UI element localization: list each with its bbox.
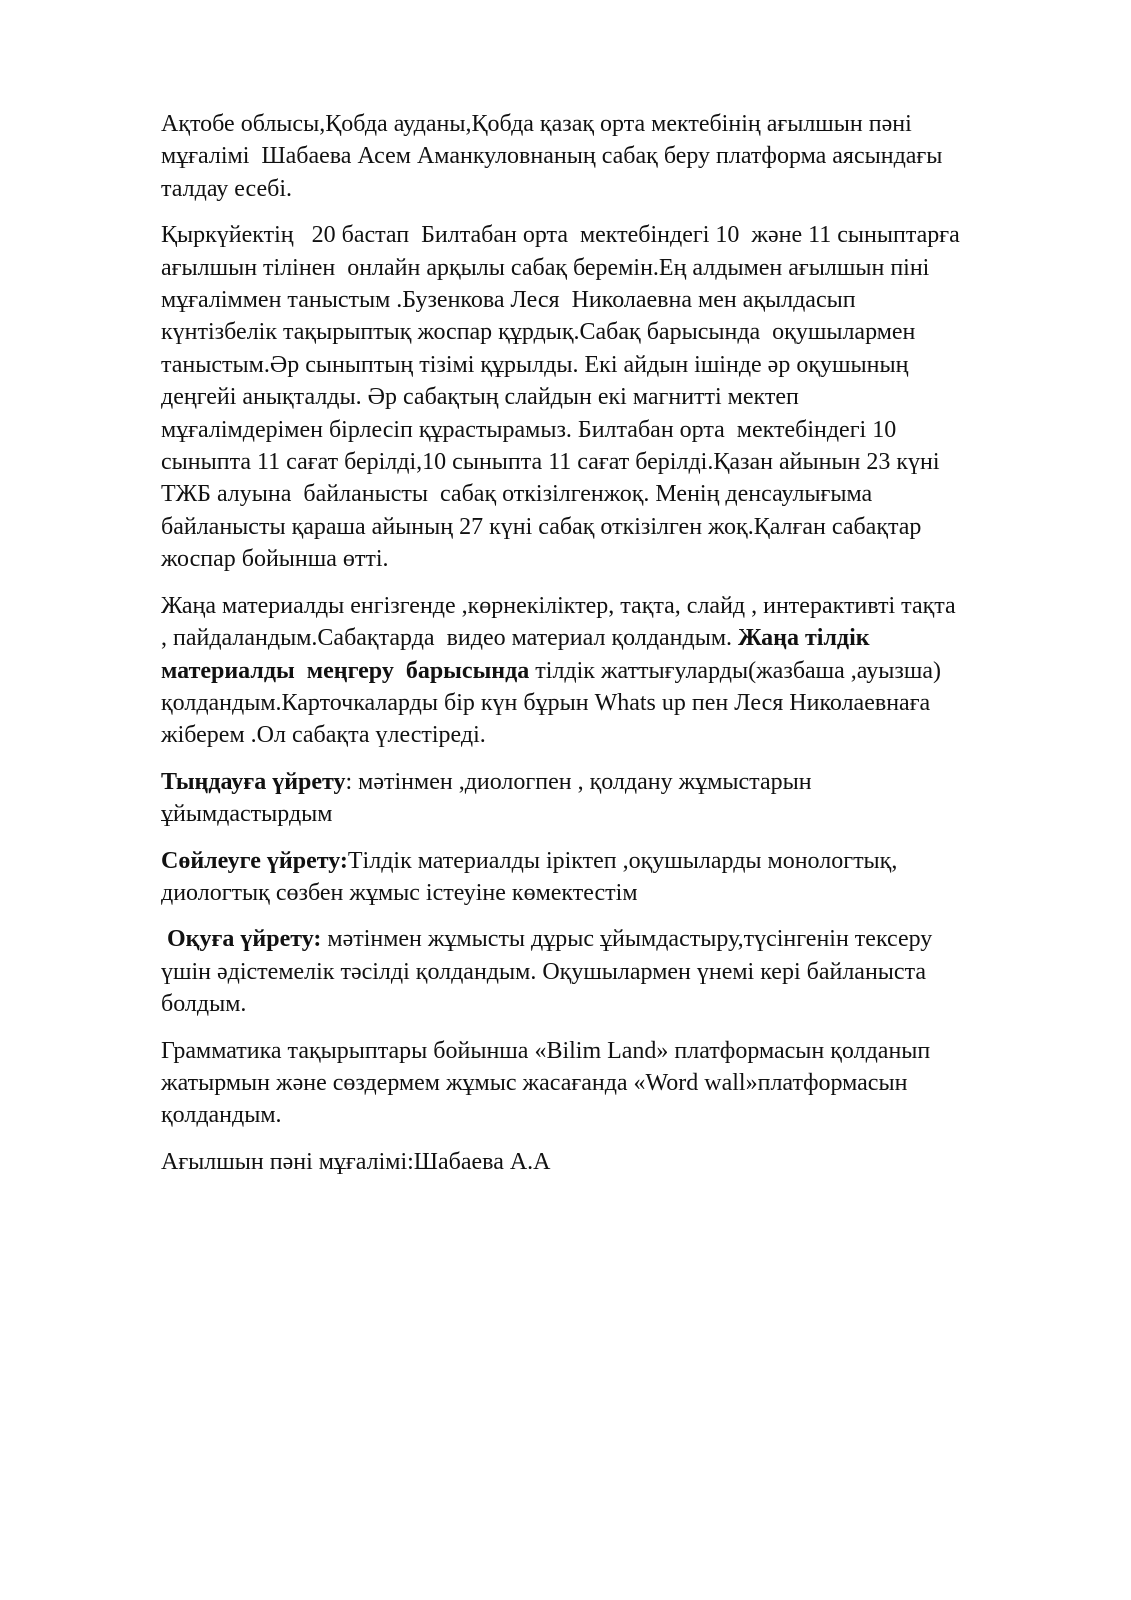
text-line (161, 622, 1051, 654)
text-line: диологтық сөзбен жұмыс істеуіне көмектестім (161, 879, 638, 906)
listening-paragraph (161, 766, 1051, 831)
text-span: , пайдаландым.Сабақтарда видео материал қолдандым. (161, 625, 739, 652)
text-line: Ақтобе облысы,Қобда ауданы,Қобда қазақ орта мектебінің ағылшын пәні (161, 111, 912, 137)
text-span: мәтінмен жұмысты дұрыс ұйымдастыру,түсінгенін тексеру (321, 926, 933, 953)
bold-heading: Жаңа тілдік (738, 625, 870, 652)
text-line: күнтізбелік тақырыптық жоспар құрдық.Сабақ барысында оқушылармен (161, 319, 916, 346)
text-line: сыныпта 11 сағат берілді,10 сыныпта 11 сағат берілді.Қазан айынын 23 күні (161, 449, 940, 476)
signature-line (161, 1146, 1051, 1178)
text-line: талдау есебі. (161, 175, 292, 202)
reading-paragraph (161, 923, 1051, 1020)
text-line: таныстым.Әр сыныптың тізімі құрылды. Екі айдын ішінде әр оқушының (161, 351, 909, 378)
text-line: Ағылшын пәні мұғалімі:Шабаева А.А (161, 1148, 551, 1175)
speaking-paragraph (161, 845, 1051, 910)
text-line (161, 923, 1051, 955)
text-line: мұғалімі Шабаева Асем Аманкуловнаның сабақ беру платформа аясындағы (161, 143, 943, 170)
text-line (161, 766, 1051, 798)
text-line: ұйымдастырдым (161, 801, 333, 828)
text-line: ағылшын тілінен онлайн арқылы сабақ беремін.Ең алдымен ағылшын піні (161, 254, 930, 281)
bold-heading: материалды меңгеру барысында (161, 657, 530, 684)
bold-heading: Сөйлеуге үйрету: (161, 847, 348, 874)
text-span: Тілдік материалды іріктеп ,оқушыларды монологтық, (347, 847, 898, 874)
text-line: деңгейі анықталды. Әр сабақтың слайдын екі магнитті мектеп (161, 384, 799, 411)
text-line: үшін әдістемелік тәсілді қолдандым. Оқушылармен үнемі кері байланыста (161, 958, 926, 985)
text-line (161, 655, 1051, 687)
text-line: Жаңа материалды енгізгенде ,көрнекіліктер, тақта, слайд , интерактивті тақта (161, 592, 956, 619)
text-line: жоспар бойынша өтті. (161, 546, 389, 573)
text-line: Қыркүйектің 20 бастап Билтабан орта мектебіндегі 10 және 11 сыныптарға (161, 222, 960, 249)
text-line: болдым. (161, 991, 247, 1018)
text-line: мұғаліммен таныстым .Бузенкова Леся Николаевна мен ақылдасып (161, 287, 856, 314)
document-body (161, 108, 1051, 1192)
lessons-overview-paragraph (161, 219, 1051, 575)
text-span: тілдік жаттығуларды(жазбаша ,ауызша) (529, 657, 941, 684)
report-title-paragraph (161, 108, 1051, 205)
text-line: Грамматика тақырыптары бойынша «Bilim Land» платформасын қолданып (161, 1037, 931, 1064)
materials-paragraph (161, 590, 1051, 752)
bold-heading: Оқуға үйрету: (161, 926, 322, 953)
text-line: жіберем .Ол сабақта үлестіреді. (161, 722, 486, 749)
grammar-paragraph (161, 1035, 1051, 1132)
text-line (161, 845, 1051, 877)
text-line: қолдандым.Карточкаларды бір күн бұрын Whats up пен Леся Николаевнаға (161, 689, 931, 716)
text-line: ТЖБ алуына байланысты сабақ откізілгенжоқ. Менің денсаулығыма (161, 481, 873, 508)
bold-heading: Тыңдауға үйрету (161, 768, 346, 795)
text-line: мұғалімдерімен бірлесіп құрастырамыз. Билтабан орта мектебіндегі 10 (161, 416, 897, 443)
text-span: : мәтінмен ,диологпен , қолдану жұмыстарын (345, 768, 812, 795)
text-line: қолдандым. (161, 1102, 282, 1129)
text-line: жатырмын және сөздермем жұмыс жасағанда «Word wall»платформасын (161, 1069, 908, 1096)
text-line: байланысты қараша айының 27 күні сабақ откізілген жоқ.Қалған сабақтар (161, 513, 922, 540)
